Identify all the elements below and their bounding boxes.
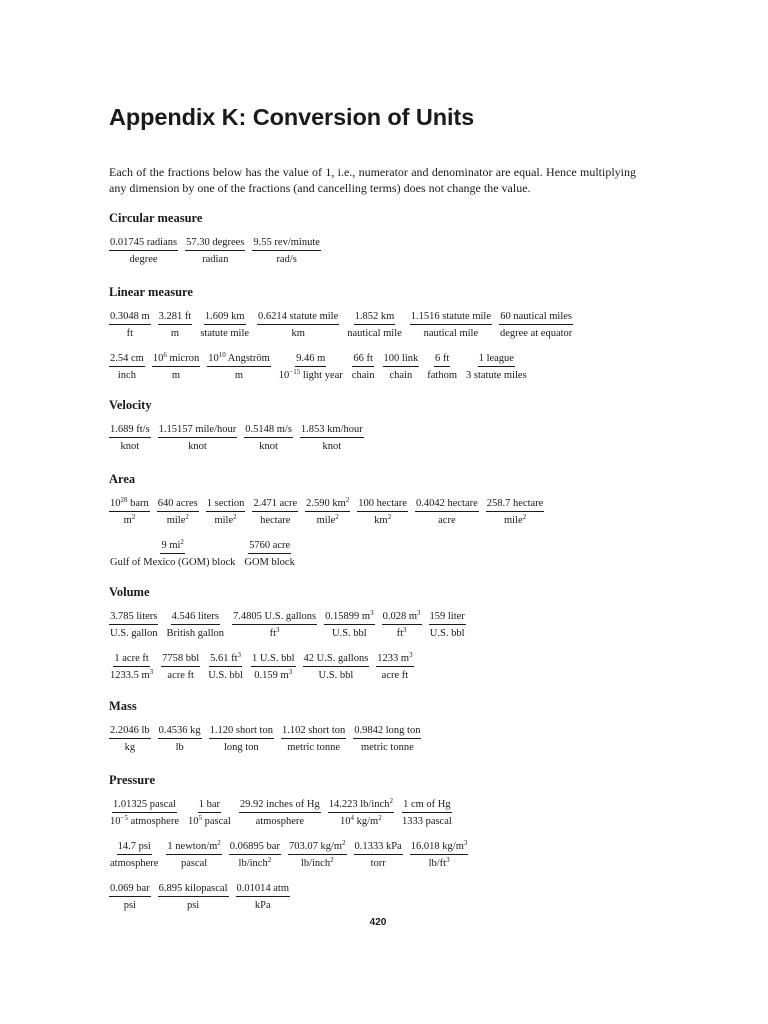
- fraction-numerator: 0.15899 $m^3$: [324, 610, 374, 625]
- fraction-numerator: 2.471 acre: [252, 497, 298, 512]
- fraction-numerator: 66 ft: [352, 352, 374, 367]
- conversion-fraction: [187, 798, 232, 828]
- section-volume: [109, 584, 669, 682]
- fraction-denominator: $ft^3$: [396, 626, 407, 639]
- conversion-fraction: [229, 840, 281, 870]
- fraction-numerator: 0.1333 kPa: [354, 840, 403, 855]
- conversion-fraction: [109, 798, 180, 828]
- section-pressure: [109, 772, 669, 912]
- fraction-denominator: m: [234, 370, 244, 381]
- section-heading: Velocity: [109, 398, 152, 412]
- fraction-denominator: m: [171, 370, 181, 381]
- fraction-numerator: 0.9842 long ton: [353, 724, 421, 739]
- fraction-row: [109, 497, 669, 527]
- fraction-denominator: metric tonne: [360, 742, 414, 753]
- conversion-fraction: [353, 724, 421, 754]
- conversion-fraction: [499, 310, 573, 340]
- fraction-numerator: 1 cm of Hg: [402, 798, 452, 813]
- conversion-fraction: [206, 497, 246, 527]
- fraction-denominator: 0.159 $m^3$: [254, 668, 293, 681]
- section-heading: Volume: [109, 585, 150, 599]
- conversion-fraction: [346, 310, 403, 340]
- fraction-denominator: kg: [124, 742, 136, 753]
- fraction-denominator: GOM block: [244, 557, 295, 568]
- fraction-row: [109, 840, 669, 870]
- fraction-denominator: British gallon: [166, 628, 225, 639]
- fraction-numerator: 1.120 short ton: [209, 724, 274, 739]
- conversion-fraction: [401, 798, 453, 828]
- conversion-fraction: [239, 798, 321, 828]
- conversion-fraction: [207, 652, 244, 682]
- fraction-numerator: 1.609 km: [204, 310, 246, 325]
- section-heading: Mass: [109, 699, 137, 713]
- section-circular-measure: [109, 210, 669, 266]
- fraction-numerator: 9.55 rev/minute: [252, 236, 321, 251]
- conversion-fraction: [158, 423, 238, 453]
- fraction-numerator: 0.4042 hectare: [415, 497, 479, 512]
- conversion-fraction: [252, 236, 321, 266]
- fraction-denominator: nautical mile: [423, 328, 479, 339]
- conversion-fraction: [300, 423, 364, 453]
- fraction-numerator: 258.7 hectare: [486, 497, 545, 512]
- fraction-denominator: atmosphere: [110, 858, 159, 869]
- fraction-denominator: U.S. bbl: [208, 670, 243, 681]
- fraction-row: [109, 310, 669, 340]
- fraction-numerator: 9.46 m: [295, 352, 326, 367]
- fraction-denominator: acre: [438, 515, 456, 526]
- fraction-numerator: 60 nautical miles: [499, 310, 573, 325]
- fraction-denominator: $km^2$: [374, 513, 392, 526]
- fraction-denominator: psi: [186, 900, 200, 911]
- fraction-denominator: m: [170, 328, 180, 339]
- conversion-fraction: [383, 352, 420, 382]
- fraction-numerator: 0.6214 statute mile: [257, 310, 339, 325]
- conversion-fraction: [166, 840, 221, 870]
- fraction-row: [109, 610, 669, 640]
- conversion-fraction: [303, 652, 370, 682]
- fraction-numerator: 0.3048 m: [109, 310, 151, 325]
- fraction-denominator: $lb/ft^3$: [428, 856, 450, 869]
- conversion-fraction: [209, 724, 274, 754]
- fraction-denominator: degree: [129, 254, 158, 265]
- section-heading: Linear measure: [109, 285, 193, 299]
- conversion-fraction: [278, 352, 344, 382]
- conversion-fraction: [199, 310, 250, 340]
- conversion-fraction: [109, 840, 159, 870]
- page-number: 420: [369, 917, 387, 928]
- fraction-numerator: 159 liter: [429, 610, 466, 625]
- conversion-fraction: [288, 840, 347, 870]
- fraction-row: [109, 539, 669, 569]
- conversion-fraction: [158, 310, 193, 340]
- conversion-fraction: [109, 610, 159, 640]
- fraction-numerator: 1 newton/$m^2$: [166, 840, 221, 855]
- fraction-numerator: 14.223 lb/inch$^2$: [328, 798, 394, 813]
- conversion-fraction: [243, 539, 295, 569]
- fraction-denominator: chain: [351, 370, 375, 381]
- fraction-denominator: 1333 pascal: [401, 816, 452, 827]
- conversion-fraction: [324, 610, 374, 640]
- fraction-numerator: 1 bar: [198, 798, 221, 813]
- conversion-fraction: [185, 236, 245, 266]
- fraction-numerator: 29.92 inches of Hg: [239, 798, 321, 813]
- conversion-fraction: [109, 724, 151, 754]
- fraction-denominator: inch: [117, 370, 136, 381]
- fraction-denominator: mile$^2$: [316, 513, 339, 526]
- fraction-numerator: 3.281 ft: [158, 310, 193, 325]
- fraction-numerator: 14.7 psi: [117, 840, 152, 855]
- fraction-denominator: lb: [175, 742, 184, 753]
- conversion-fraction: [281, 724, 346, 754]
- conversion-fraction: [157, 497, 199, 527]
- fraction-row: [109, 236, 669, 266]
- fraction-denominator: 3 statute miles: [466, 370, 527, 381]
- fraction-denominator: Gulf of Mexico (GOM) block: [110, 557, 236, 568]
- section-heading: Circular measure: [109, 211, 203, 225]
- fraction-denominator: torr: [370, 858, 386, 869]
- fraction-numerator: 0.01745 radians: [109, 236, 178, 251]
- fraction-denominator: lb/inch$^2$: [238, 856, 272, 869]
- intro-paragraph: Each of the fractions below has the value of 1, i.e., numerator and denominator are equal. Hence multiplying any dimension by one of the fractions (and cancelling terms) does not change the value.: [109, 165, 636, 195]
- fraction-denominator: $10^{-15}$ light year: [278, 368, 343, 381]
- fraction-denominator: knot: [322, 441, 342, 452]
- conversion-fraction: [426, 352, 458, 382]
- fraction-numerator: 703.07 $kg/m^2$: [288, 840, 347, 855]
- section-mass: [109, 698, 669, 754]
- fraction-numerator: 0.028 $m^3$: [382, 610, 422, 625]
- fraction-numerator: 2.2046 lb: [109, 724, 151, 739]
- conversion-fraction: [232, 610, 317, 640]
- fraction-numerator: $10^{10}$ Angström: [207, 352, 271, 367]
- conversion-fraction: [486, 497, 545, 527]
- fraction-row: [109, 798, 669, 828]
- fraction-denominator: ft: [126, 328, 134, 339]
- fraction-denominator: chain: [389, 370, 413, 381]
- fraction-numerator: 100 hectare: [357, 497, 408, 512]
- conversion-fraction: [158, 882, 229, 912]
- fraction-numerator: 42 U.S. gallons: [303, 652, 370, 667]
- fraction-numerator: 2.590 $km^2$: [305, 497, 350, 512]
- fraction-denominator: metric tonne: [287, 742, 340, 753]
- conversion-fraction: [410, 310, 492, 340]
- page-title: Appendix K: Conversion of Units: [109, 104, 475, 130]
- fraction-numerator: 1 acre ft: [113, 652, 149, 667]
- conversion-fraction: [244, 423, 293, 453]
- fraction-numerator: 5760 acre: [248, 539, 291, 554]
- conversion-fraction: [305, 497, 350, 527]
- conversion-fraction: [354, 840, 403, 870]
- fraction-denominator: $10^4$ $kg/m^2$: [339, 814, 382, 827]
- conversion-fraction: [257, 310, 339, 340]
- fraction-numerator: $10^{28}$ barn: [109, 497, 150, 512]
- fraction-denominator: mile$^2$: [214, 513, 237, 526]
- fraction-numerator: 1 U.S. bbl: [251, 652, 296, 667]
- section-linear-measure: [109, 284, 669, 382]
- fraction-denominator: acre ft: [381, 670, 409, 681]
- fraction-numerator: 4.546 liters: [171, 610, 220, 625]
- fraction-numerator: 1.853 km/hour: [300, 423, 364, 438]
- fraction-denominator: radian: [202, 254, 229, 265]
- fraction-numerator: 0.4536 kg: [158, 724, 202, 739]
- fraction-numerator: 6 ft: [434, 352, 450, 367]
- fraction-numerator: 6.895 kilopascal: [158, 882, 229, 897]
- conversion-fraction: [109, 497, 150, 527]
- fraction-denominator: degree at equator: [499, 328, 573, 339]
- fraction-denominator: kPa: [254, 900, 271, 911]
- fraction-numerator: 0.06895 bar: [229, 840, 281, 855]
- fraction-numerator: 1233 $m^3$: [376, 652, 413, 667]
- fraction-numerator: 1.1516 statute mile: [410, 310, 492, 325]
- fraction-denominator: $10^{-5}$ atmosphere: [110, 814, 179, 827]
- fraction-numerator: 16.018 $kg/m^3$: [410, 840, 469, 855]
- fraction-numerator: 1.15157 mile/hour: [158, 423, 238, 438]
- conversion-fraction: [152, 352, 200, 382]
- fraction-denominator: acre ft: [167, 670, 194, 681]
- fraction-denominator: 1233.5 $m^3$: [110, 668, 154, 681]
- fraction-denominator: rad/s: [276, 254, 297, 265]
- fraction-denominator: nautical mile: [347, 328, 402, 339]
- fraction-denominator: lb/inch$^2$: [300, 856, 334, 869]
- fraction-numerator: 3.785 liters: [109, 610, 158, 625]
- conversion-fraction: [351, 352, 376, 382]
- conversion-fraction: [251, 652, 296, 682]
- fraction-denominator: U.S. gallon: [110, 628, 158, 639]
- conversion-fraction: [109, 236, 178, 266]
- conversion-fraction: [109, 539, 236, 569]
- fraction-denominator: km: [291, 328, 305, 339]
- fraction-row: [109, 724, 669, 754]
- fraction-numerator: $10^6$ micron: [152, 352, 200, 367]
- fraction-denominator: U.S. bbl: [429, 628, 465, 639]
- conversion-fraction: [376, 652, 413, 682]
- conversion-fraction: [109, 310, 151, 340]
- fraction-numerator: 0.069 bar: [109, 882, 151, 897]
- fraction-denominator: $m^2$: [123, 513, 136, 526]
- fraction-numerator: 1.689 ft/s: [109, 423, 151, 438]
- fraction-denominator: long ton: [223, 742, 259, 753]
- fraction-numerator: 100 link: [383, 352, 420, 367]
- fraction-denominator: psi: [123, 900, 136, 911]
- fraction-row: [109, 652, 669, 682]
- conversion-fraction: [158, 724, 202, 754]
- fraction-numerator: 1 league: [478, 352, 515, 367]
- conversion-fraction: [357, 497, 408, 527]
- fraction-denominator: mile$^2$: [503, 513, 527, 526]
- fraction-denominator: knot: [188, 441, 207, 452]
- section-velocity: [109, 397, 669, 453]
- conversion-fraction: [328, 798, 394, 828]
- fraction-denominator: fathom: [427, 370, 457, 381]
- fraction-denominator: pascal: [180, 858, 208, 869]
- fraction-numerator: 1 section: [206, 497, 246, 512]
- conversion-fraction: [252, 497, 298, 527]
- conversion-fraction: [109, 423, 151, 453]
- fraction-numerator: 640 acres: [157, 497, 199, 512]
- conversion-fraction: [166, 610, 225, 640]
- fraction-numerator: 7758 bbl: [161, 652, 200, 667]
- fraction-denominator: statute mile: [200, 328, 250, 339]
- fraction-numerator: 1.102 short ton: [281, 724, 346, 739]
- fraction-numerator: 0.5148 m/s: [244, 423, 293, 438]
- fraction-denominator: atmosphere: [255, 816, 305, 827]
- fraction-row: [109, 423, 669, 453]
- fraction-denominator: hectare: [260, 515, 291, 526]
- fraction-denominator: knot: [120, 441, 140, 452]
- fraction-denominator: $10^5$ pascal: [187, 814, 231, 827]
- conversion-fraction: [109, 882, 151, 912]
- fraction-denominator: knot: [259, 441, 278, 452]
- conversion-fraction: [236, 882, 291, 912]
- conversion-fraction: [465, 352, 528, 382]
- section-heading: Area: [109, 472, 136, 486]
- fraction-denominator: mile$^2$: [166, 513, 189, 526]
- fraction-denominator: $ft^3$: [269, 626, 280, 639]
- fraction-numerator: 1.01325 pascal: [112, 798, 177, 813]
- fraction-numerator: 9 $mi^2$: [160, 539, 184, 554]
- conversion-fraction: [161, 652, 200, 682]
- fraction-numerator: 7.4805 U.S. gallons: [232, 610, 317, 625]
- fraction-row: [109, 882, 669, 912]
- conversion-fraction: [410, 840, 469, 870]
- conversion-fraction: [109, 352, 145, 382]
- section-heading: Pressure: [109, 773, 156, 787]
- section-area: [109, 471, 669, 569]
- fraction-row: [109, 352, 669, 382]
- fraction-numerator: 0.01014 atm: [236, 882, 291, 897]
- conversion-fraction: [382, 610, 422, 640]
- fraction-numerator: 57.30 degrees: [185, 236, 245, 251]
- fraction-numerator: 1.852 km: [354, 310, 396, 325]
- fraction-numerator: 5.61 $ft^3$: [209, 652, 242, 667]
- fraction-denominator: U.S. bbl: [332, 628, 367, 639]
- fraction-denominator: U.S. bbl: [318, 670, 354, 681]
- conversion-fraction: [109, 652, 154, 682]
- conversion-fraction: [415, 497, 479, 527]
- conversion-fraction: [429, 610, 466, 640]
- fraction-numerator: 2.54 cm: [109, 352, 145, 367]
- conversion-fraction: [207, 352, 271, 382]
